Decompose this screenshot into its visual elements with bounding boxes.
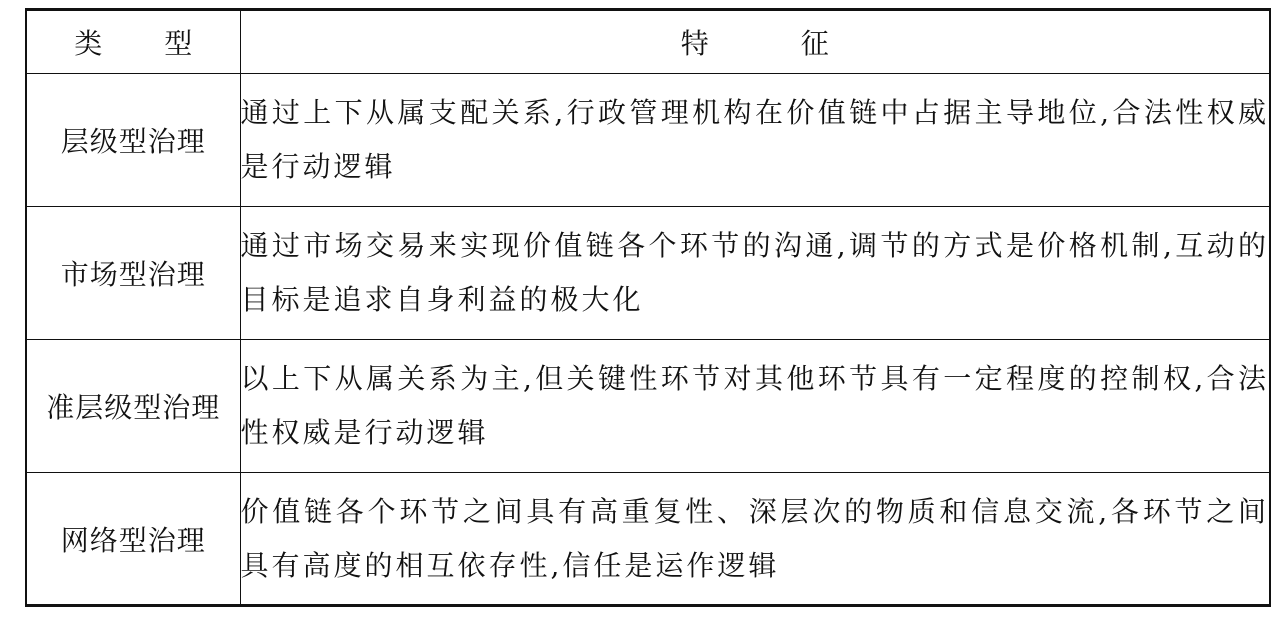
feature-cell: 通过市场交易来实现价值链各个环节的沟通,调节的方式是价格机制,互动的目标是追求自身利益的极大化 bbox=[240, 207, 1270, 340]
type-cell: 网络型治理 bbox=[26, 473, 240, 606]
table-row bbox=[26, 340, 1270, 473]
governance-types-table bbox=[25, 8, 1271, 607]
header-row bbox=[26, 10, 1270, 74]
header-feature bbox=[240, 10, 1270, 74]
header-type bbox=[26, 10, 240, 74]
feature-cell: 价值链各个环节之间具有高重复性、深层次的物质和信息交流,各环节之间具有高度的相互依存性,信任是运作逻辑 bbox=[240, 473, 1270, 606]
table-row bbox=[26, 473, 1270, 606]
type-cell: 层级型治理 bbox=[26, 74, 240, 207]
table-row bbox=[26, 74, 1270, 207]
type-cell: 准层级型治理 bbox=[26, 340, 240, 473]
header-type-char-1: 类 bbox=[74, 27, 103, 60]
type-cell: 市场型治理 bbox=[26, 207, 240, 340]
header-feature-char-2: 征 bbox=[800, 27, 829, 60]
header-type-char-2: 型 bbox=[164, 27, 193, 60]
feature-cell: 通过上下从属支配关系,行政管理机构在价值链中占据主导地位,合法性权威是行动逻辑 bbox=[240, 74, 1270, 207]
feature-cell: 以上下从属关系为主,但关键性环节对其他环节具有一定程度的控制权,合法性权威是行动逻辑 bbox=[240, 340, 1270, 473]
header-feature-char-1: 特 bbox=[680, 27, 709, 60]
table-row bbox=[26, 207, 1270, 340]
